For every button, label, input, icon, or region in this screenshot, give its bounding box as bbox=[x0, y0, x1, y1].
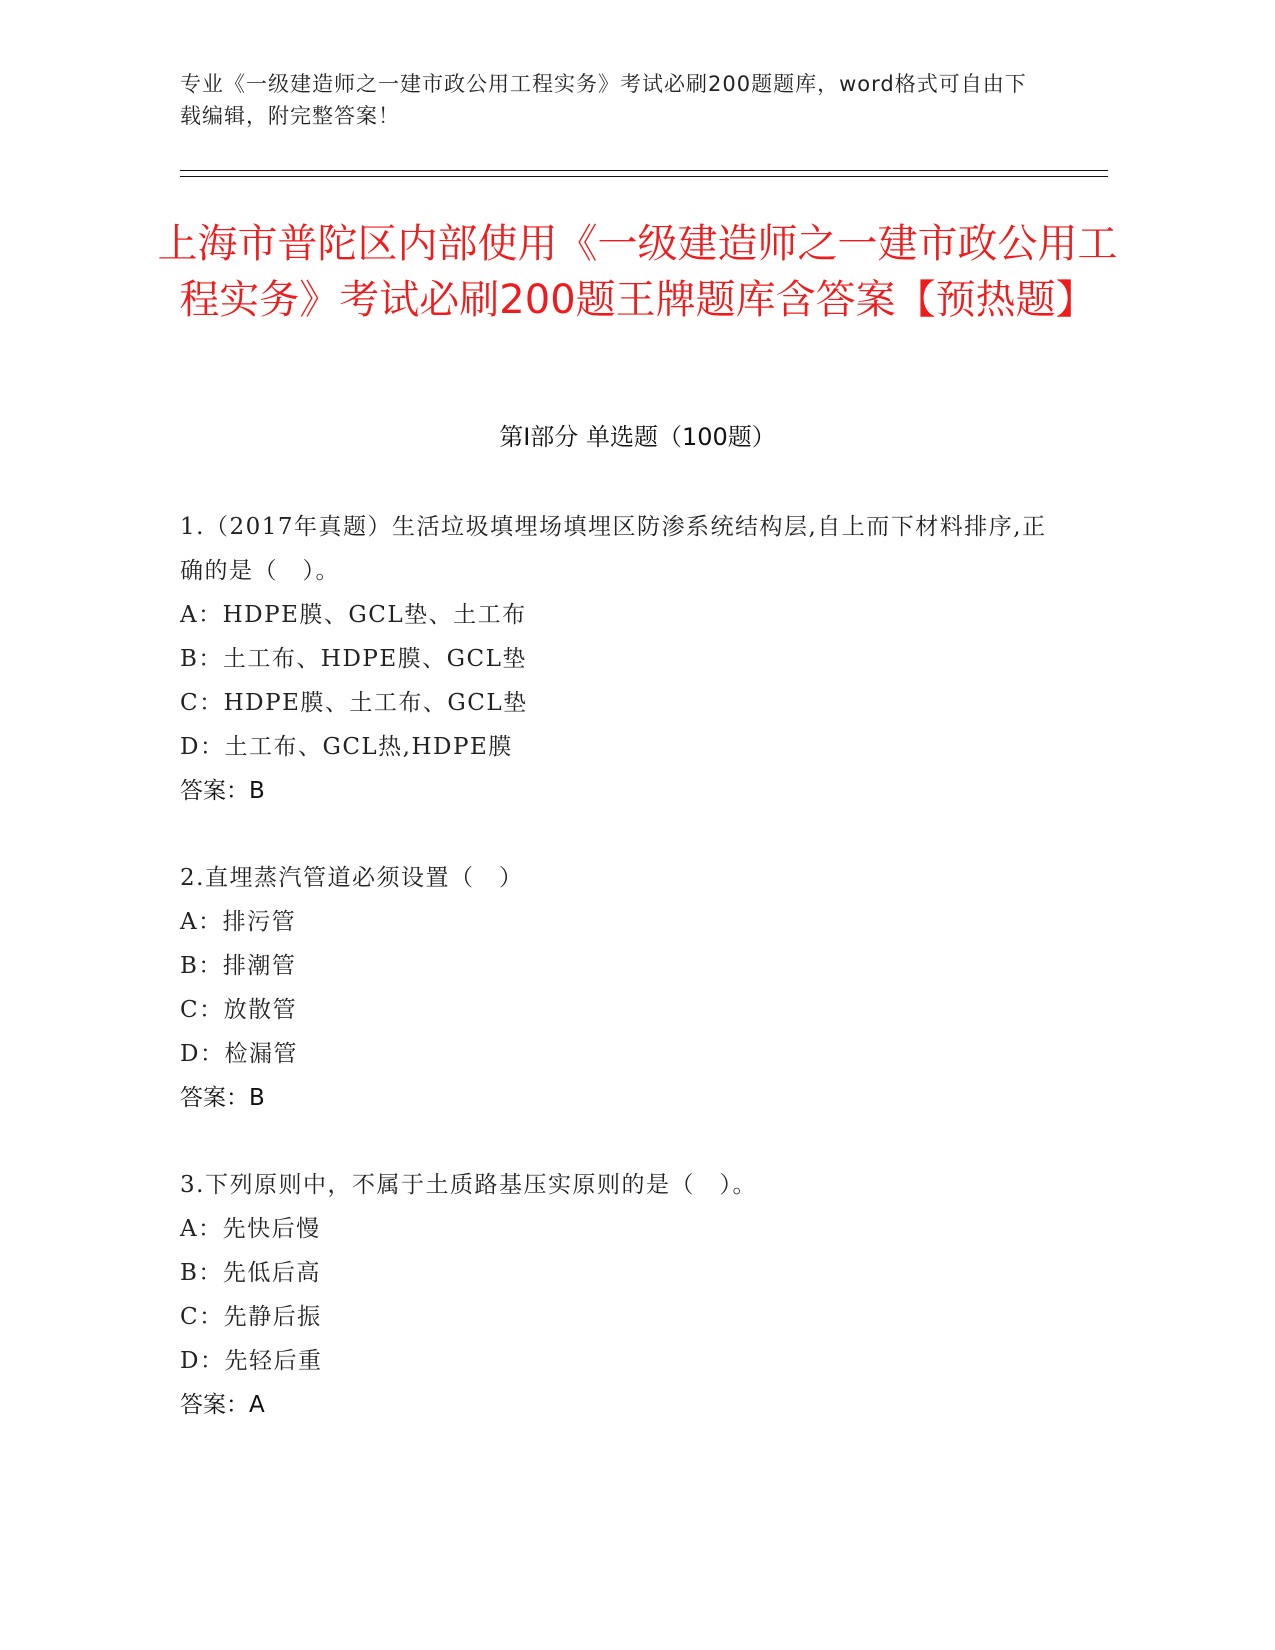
document-title: 上海市普陀区内部使用《一级建造师之一建市政公用工程实务》考试必刷200题王牌题库含答案【预热题】 bbox=[157, 221, 1118, 323]
option-b: B：土工布、HDPE膜、GCL垫 bbox=[180, 646, 527, 672]
option-d: D：检漏管 bbox=[180, 1041, 298, 1067]
option-d: D：先轻后重 bbox=[180, 1348, 323, 1374]
question-answer: 答案：B bbox=[180, 778, 265, 804]
section-title: 第Ⅰ部分 单选题（100题） bbox=[499, 423, 776, 451]
question-answer: 答案：A bbox=[180, 1392, 265, 1418]
header-divider-bottom bbox=[180, 176, 1108, 177]
question-stem: 3.下列原则中，不属于土质路基压实原则的是（ ）。 bbox=[180, 1172, 757, 1198]
option-d: D：土工布、GCL热,HDPE膜 bbox=[180, 734, 513, 760]
option-b: B：排潮管 bbox=[180, 953, 297, 979]
option-c: C：先静后振 bbox=[180, 1304, 322, 1330]
option-c: C：HDPE膜、土工布、GCL垫 bbox=[180, 690, 528, 716]
option-b: B：先低后高 bbox=[180, 1260, 321, 1286]
header-divider-top bbox=[180, 170, 1108, 171]
question-stem: 1.（2017年真题）生活垃圾填埋场填埋区防渗系统结构层,自上而下材料排序,正确的是（ ）。 bbox=[180, 514, 1047, 584]
question-list bbox=[180, 505, 1060, 1470]
question-1 bbox=[180, 505, 1060, 813]
option-a: A：排污管 bbox=[180, 909, 297, 935]
question-2 bbox=[180, 856, 1060, 1120]
question-stem: 2.直埋蒸汽管道必须设置（ ） bbox=[180, 865, 524, 891]
header-note: 专业《一级建造师之一建市政公用工程实务》考试必刷200题题库，word格式可自由下载编辑，附完整答案！ bbox=[180, 72, 1027, 128]
option-a: A：先快后慢 bbox=[180, 1216, 321, 1242]
question-3 bbox=[180, 1163, 1060, 1427]
question-answer: 答案：B bbox=[180, 1085, 265, 1111]
option-c: C：放散管 bbox=[180, 997, 298, 1023]
option-a: A：HDPE膜、GCL垫、土工布 bbox=[180, 602, 527, 628]
